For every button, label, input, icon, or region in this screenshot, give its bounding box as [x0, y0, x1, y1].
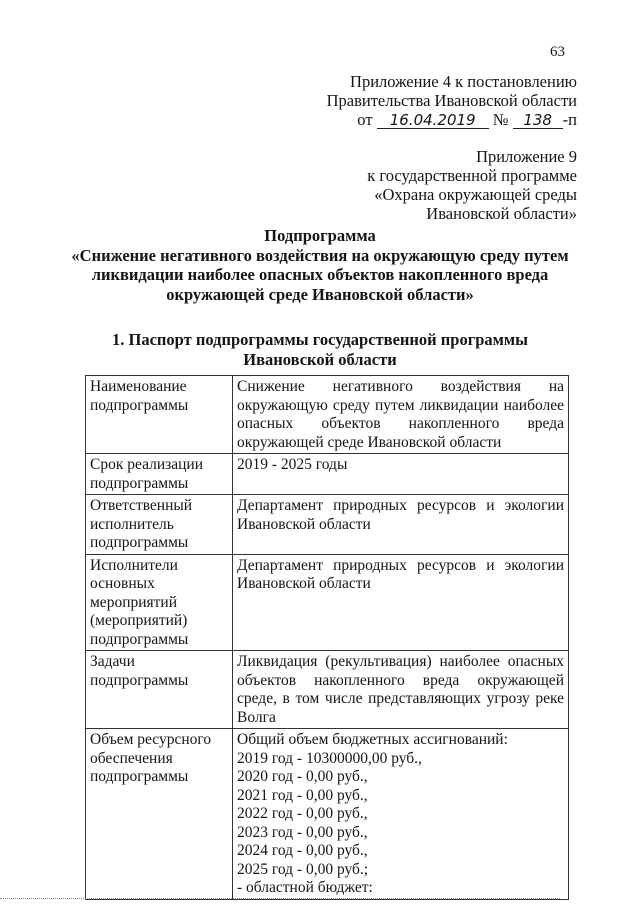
appendix9-line1: Приложение 9	[476, 147, 577, 166]
funding-line: 2023 год - 0,00 руб.,	[237, 823, 368, 841]
row-label: Задачи подпрограммы	[86, 651, 233, 729]
appendix9-line3: «Охрана окружающей среды	[374, 185, 577, 204]
resolution-date-number	[357, 110, 577, 129]
funding-line: 2025 год - 0,00 руб.;	[237, 860, 369, 878]
funding-line: 2022 год - 0,00 руб.,	[237, 805, 368, 822]
row-label: Наименование подпрограммы	[86, 376, 233, 454]
table-row	[86, 554, 569, 651]
row-value: 2019 - 2025 годы	[233, 454, 569, 495]
funding-line: Общий объем бюджетных ассигнований:	[237, 731, 508, 748]
funding-line: 2019 год - 10300000,00 руб.,	[237, 749, 422, 767]
row-value: Снижение негативного воздействия на окружающую среду путем ликвидации наиболее опасных объектов накопленного вреда окружающей среде Ивановской области	[233, 376, 569, 454]
handwritten-date: 16.04.2019	[377, 112, 489, 129]
appendix9-line4: Ивановской области»	[426, 204, 577, 223]
date-prefix: от	[357, 110, 373, 129]
funding-value	[233, 729, 569, 900]
row-label: Срок реализации подпрограммы	[86, 454, 233, 495]
number-sign: №	[492, 110, 509, 129]
section-title	[60, 330, 580, 369]
subprogram-title-line: «Снижение негативного воздействия на окружающую среду путем	[71, 245, 569, 265]
row-value: Департамент природных ресурсов и экологии Ивановской области	[233, 554, 569, 651]
subprogram-title-line: Подпрограмма	[264, 226, 376, 245]
row-value: Департамент природных ресурсов и экологии Ивановской области	[233, 495, 569, 555]
passport-table	[85, 375, 569, 900]
subprogram-title	[60, 226, 580, 304]
subprogram-title-line: ликвидации наиболее опасных объектов накопленного вреда	[91, 265, 549, 284]
subprogram-title-line: окружающей среде Ивановской области»	[166, 284, 474, 304]
section-title-line: 1. Паспорт подпрограммы государственной программы	[111, 330, 528, 349]
table-row	[86, 376, 569, 454]
funding-line: - областной бюджет:	[237, 879, 373, 896]
handwritten-number: 138	[513, 112, 563, 129]
table-row	[86, 729, 569, 900]
section-title-line: Ивановской области	[243, 349, 397, 369]
appendix4-line2: Правительства Ивановской области	[326, 91, 577, 110]
page-number: 63	[550, 44, 565, 60]
table-row	[86, 651, 569, 729]
funding-line: 2024 год - 0,00 руб.,	[237, 842, 368, 859]
table-row	[86, 495, 569, 555]
row-label: Исполнители основных мероприятий (мероприятий) подпрограммы	[86, 554, 233, 651]
scan-edge-divider	[0, 898, 560, 899]
table-row	[86, 454, 569, 495]
funding-line: 2020 год - 0,00 руб.,	[237, 768, 368, 785]
appendix4-line1: Приложение 4 к постановлению	[350, 72, 577, 91]
appendix9-line2: к государственной программе	[367, 166, 577, 185]
row-label: Ответственный исполнитель подпрограммы	[86, 495, 233, 555]
number-suffix: -п	[562, 110, 577, 129]
row-value: Ликвидация (рекультивация) наиболее опасных объектов накопленного вреда окружающей среде, в том числе представляющих угрозу реке Волга	[233, 651, 569, 729]
funding-line: 2021 год - 0,00 руб.,	[237, 786, 368, 804]
row-label: Объем ресурсного обеспечения подпрограммы	[86, 729, 233, 900]
